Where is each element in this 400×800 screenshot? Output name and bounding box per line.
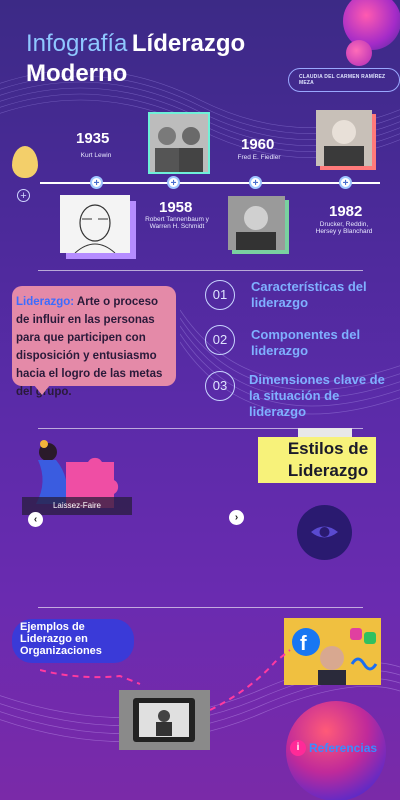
svg-text:f: f [300, 633, 307, 655]
definition-card-tail [34, 385, 50, 395]
eye-icon-button[interactable] [297, 505, 352, 560]
topic-number-01: 01 [205, 280, 235, 310]
portrait-tannenbaum-schmidt-image [148, 112, 210, 174]
timeline-expand-icon[interactable]: + [17, 189, 30, 202]
year-1958: 1958 [159, 199, 193, 216]
topic-link-componentes[interactable]: Componentes del liderazgo [251, 327, 361, 358]
sphere-decoration-small [346, 40, 372, 66]
timeline-point-1960-plus-icon[interactable]: + [249, 176, 262, 189]
wave-decoration-mid [180, 290, 400, 450]
timeline-point-1982-plus-icon[interactable]: + [339, 176, 352, 189]
name-1935: Kurt Lewin [80, 152, 112, 159]
topic-number-02: 02 [205, 325, 235, 355]
example-jobs-ipad-image [119, 690, 210, 750]
portrait-drucker-image [316, 110, 372, 166]
name-1982: Drucker, Reddin, Hersey y Blanchard [315, 221, 373, 235]
topic-number-03: 03 [205, 371, 235, 401]
topic-link-dimensiones[interactable]: Dimensiones clave de la situación de liderazgo [249, 372, 385, 419]
styles-title: Estilos de Liderazgo [287, 439, 369, 480]
definition-card [12, 286, 176, 398]
separator-3 [38, 607, 363, 608]
definition-text: Arte o proceso de influir en las personas para que participen con disposición y entusiasmo hacia el logro de las metas del grupo. [16, 296, 163, 398]
page-title [26, 30, 245, 58]
author-pill: CLAUDIA DEL CARMEN RAMÍREZ MEZA [288, 68, 400, 92]
year-1982: 1982 [329, 203, 363, 220]
carousel-prev-button[interactable]: ‹ [28, 512, 43, 527]
title-bold-first: Líderazgo [131, 30, 246, 57]
portrait-fiedler-image [228, 196, 285, 250]
title-light: Infografía [26, 30, 128, 57]
examples-label: Ejemplos de Liderazgo en Organizaciones [12, 619, 134, 663]
separator-1 [38, 270, 363, 271]
portrait-lewin-image [60, 195, 130, 253]
timeline-point-1958-plus-icon[interactable]: + [167, 176, 180, 189]
year-1960: 1960 [241, 136, 275, 153]
eye-icon [297, 505, 352, 560]
topic-link-caracteristicas[interactable]: Características del liderazgo [251, 279, 367, 310]
carousel-caption: Laissez-Faire [22, 497, 132, 515]
definition-term: Liderazgo: [16, 296, 75, 308]
references-link[interactable]: Referencias [309, 741, 378, 755]
year-1935: 1935 [76, 130, 110, 147]
references-info-icon[interactable]: i [290, 740, 306, 756]
name-1958: Robert Tannenbaum y Warren H. Schmidt [145, 216, 209, 230]
carousel-next-button[interactable]: › [229, 510, 244, 525]
title-bold-second: Moderno [26, 60, 128, 87]
timeline-point-1935-plus-icon[interactable]: + [90, 176, 103, 189]
name-1960: Fred E. Fiedler [237, 154, 281, 161]
egg-decoration [12, 146, 38, 178]
